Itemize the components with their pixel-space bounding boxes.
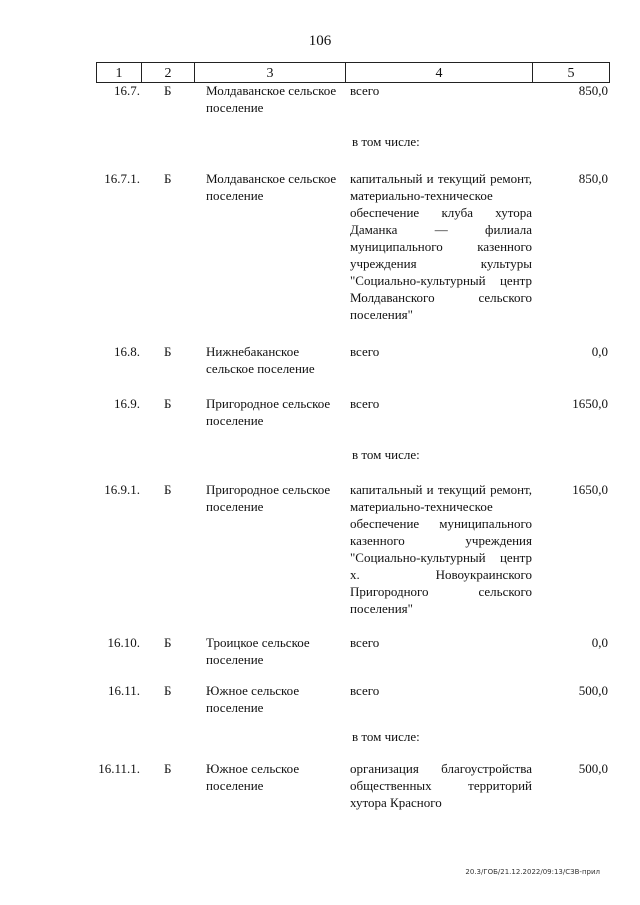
row-category: Б xyxy=(164,171,172,186)
row-amount: 0,0 xyxy=(591,344,608,359)
header-col-3: 3 xyxy=(266,66,274,81)
row-settlement: Южное сельское поселение xyxy=(206,761,300,793)
row-settlement: Молдаванское сельское поселение xyxy=(206,171,337,203)
row-amount: 0,0 xyxy=(591,635,608,650)
row-number: 16.10. xyxy=(107,635,140,650)
row-amount: 1650,0 xyxy=(572,396,608,411)
row-category: Б xyxy=(164,83,172,98)
subtotal-label: в том числе: xyxy=(352,134,420,149)
row-category: Б xyxy=(164,396,172,411)
row-category: Б xyxy=(164,761,172,776)
row-category: Б xyxy=(164,344,172,359)
row-description: всего xyxy=(350,344,380,359)
row-number: 16.9.1. xyxy=(104,482,140,497)
row-description: всего xyxy=(350,396,380,411)
row-amount: 850,0 xyxy=(578,83,608,98)
row-number: 16.8. xyxy=(114,344,140,359)
row-amount: 500,0 xyxy=(578,761,608,776)
row-settlement: Молдаванское сельское поселение xyxy=(206,83,337,115)
row-settlement: Нижнебаканское сельское поселение xyxy=(206,344,315,376)
row-amount: 1650,0 xyxy=(572,482,608,497)
header-col-1: 1 xyxy=(115,66,123,81)
row-number: 16.9. xyxy=(114,396,140,411)
row-description: капитальный и текущий ремонт, материально-техническое обеспечение клуба хутора Даманка — филиала муниципального казенного учреждения культуры "Социально-культурный центр Молдаванского сельского поселения" xyxy=(350,171,532,322)
row-settlement: Троицкое сельское поселение xyxy=(206,635,310,667)
page-number: 106 xyxy=(308,33,332,49)
document-stamp: 20.3/ГОБ/21.12.2022/09:13/СЗВ-прил xyxy=(465,868,600,876)
header-col-5: 5 xyxy=(567,66,575,81)
row-category: Б xyxy=(164,482,172,497)
row-number: 16.7. xyxy=(114,83,140,98)
row-description: всего xyxy=(350,635,380,650)
row-settlement: Пригородное сельское поселение xyxy=(206,396,331,428)
header-col-4: 4 xyxy=(435,66,443,81)
table-header xyxy=(96,62,610,83)
row-description: организация благоустройства общественных территорий хутора Красного xyxy=(350,761,532,810)
subtotal-label: в том числе: xyxy=(352,447,420,462)
row-description: всего xyxy=(350,683,380,698)
row-amount: 850,0 xyxy=(578,171,608,186)
row-description: всего xyxy=(350,83,380,98)
row-settlement: Пригородное сельское поселение xyxy=(206,482,331,514)
row-description: капитальный и текущий ремонт, материально-техническое обеспечение муниципального казенного учреждения "Социально-культурный центр х. Новоукраинского Пригородного сельского поселения" xyxy=(350,482,532,616)
row-settlement: Южное сельское поселение xyxy=(206,683,300,715)
row-number: 16.7.1. xyxy=(104,171,140,186)
row-amount: 500,0 xyxy=(578,683,608,698)
row-category: Б xyxy=(164,635,172,650)
row-category: Б xyxy=(164,683,172,698)
header-col-2: 2 xyxy=(164,66,172,81)
row-number: 16.11. xyxy=(107,683,140,698)
subtotal-label: в том числе: xyxy=(352,729,420,744)
row-number: 16.11.1. xyxy=(98,761,140,776)
